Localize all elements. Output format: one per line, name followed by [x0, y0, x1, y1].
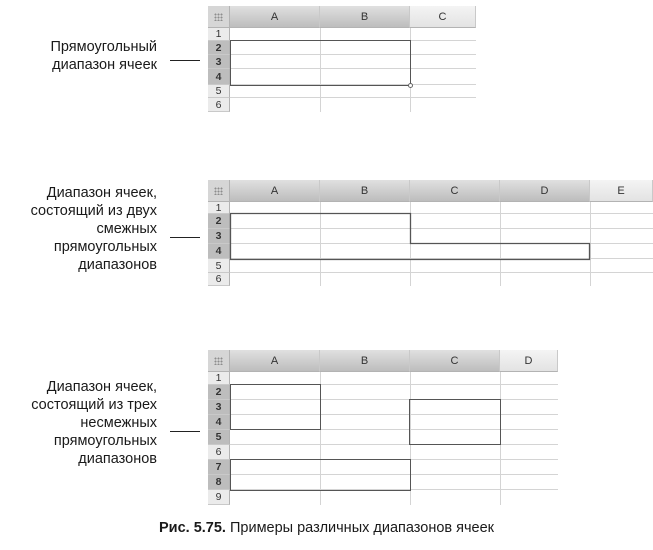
selection-outline: [231, 214, 590, 260]
spreadsheet-1: [208, 6, 476, 112]
row-header-2[interactable]: 2: [208, 385, 230, 400]
row-header-1[interactable]: 1: [208, 372, 230, 385]
selection-range-a2-b4[interactable]: [230, 40, 411, 86]
row-header-6[interactable]: 6: [208, 445, 230, 460]
gridline: [230, 97, 476, 98]
row-header-4[interactable]: 4: [208, 415, 230, 430]
row-header-9[interactable]: 9: [208, 490, 230, 505]
row-header-8[interactable]: 8: [208, 475, 230, 490]
row-header-2[interactable]: 2: [208, 214, 230, 229]
column-header-e[interactable]: E: [590, 180, 653, 202]
row-header-6[interactable]: 6: [208, 98, 230, 112]
figure2-label-line: Диапазон ячеек,: [46, 185, 157, 201]
row-header-3[interactable]: 3: [208, 229, 230, 244]
figure1-label-line: диапазон ячеек: [52, 57, 157, 73]
row-header-4[interactable]: 4: [208, 69, 230, 85]
selection-range-a7-b8[interactable]: [230, 459, 411, 491]
select-all-corner[interactable]: [208, 6, 230, 28]
figure3-label-line: диапазонов: [78, 451, 157, 467]
figure1-label: [50, 38, 157, 74]
column-header-b[interactable]: B: [320, 6, 410, 28]
column-header-b[interactable]: B: [320, 180, 410, 202]
figure2-label-line: прямоугольных: [53, 239, 157, 255]
row-header-1[interactable]: 1: [208, 202, 230, 214]
figure2-label-line: диапазонов: [78, 257, 157, 273]
column-header-a[interactable]: A: [230, 180, 320, 202]
column-header-c[interactable]: C: [410, 350, 500, 372]
column-header-c[interactable]: C: [410, 180, 500, 202]
figure3-label-line: прямоугольных: [53, 433, 157, 449]
figure3-label-line: несмежных: [80, 415, 157, 431]
selection-range-a2-a4[interactable]: [230, 384, 321, 430]
row-header-7[interactable]: 7: [208, 460, 230, 475]
fill-handle[interactable]: [408, 83, 413, 88]
column-header-d[interactable]: D: [500, 180, 590, 202]
figure-caption: [0, 520, 653, 536]
figure1-pointer-dash: [170, 60, 200, 61]
figure1-label-line: Прямоугольный: [50, 39, 157, 55]
spreadsheet-2: [208, 180, 653, 286]
figure3-pointer-dash: [170, 431, 200, 432]
figure2-label: [31, 184, 157, 274]
row-header-5[interactable]: 5: [208, 259, 230, 273]
caption-number: Рис. 5.75.: [158, 520, 226, 536]
selection-range-c3-c5[interactable]: [409, 399, 501, 445]
figure3-label-line: состоящий из трех: [31, 397, 157, 413]
row-header-1[interactable]: 1: [208, 28, 230, 41]
caption-text: Примеры различных диапазонов ячеек: [229, 520, 495, 536]
spreadsheet-3: [208, 350, 558, 505]
row-header-6[interactable]: 6: [208, 273, 230, 286]
figure3-label: [31, 378, 157, 468]
figure3-label-line: Диапазон ячеек,: [46, 379, 157, 395]
column-header-d[interactable]: D: [500, 350, 558, 372]
column-header-b[interactable]: B: [320, 350, 410, 372]
row-header-3[interactable]: 3: [208, 55, 230, 69]
column-header-c[interactable]: C: [410, 6, 476, 28]
row-header-4[interactable]: 4: [208, 244, 230, 259]
column-header-a[interactable]: A: [230, 6, 320, 28]
row-header-5[interactable]: 5: [208, 430, 230, 445]
gridline: [230, 444, 558, 445]
row-header-5[interactable]: 5: [208, 85, 230, 98]
figure2-label-line: смежных: [96, 221, 157, 237]
column-header-a[interactable]: A: [230, 350, 320, 372]
selection-range-adjacent[interactable]: [208, 180, 653, 286]
figure2-label-line: состоящий из двух: [30, 203, 157, 219]
select-all-corner[interactable]: [208, 350, 230, 372]
row-header-2[interactable]: 2: [208, 41, 230, 55]
row-header-3[interactable]: 3: [208, 400, 230, 415]
figure2-pointer-dash: [170, 237, 200, 238]
